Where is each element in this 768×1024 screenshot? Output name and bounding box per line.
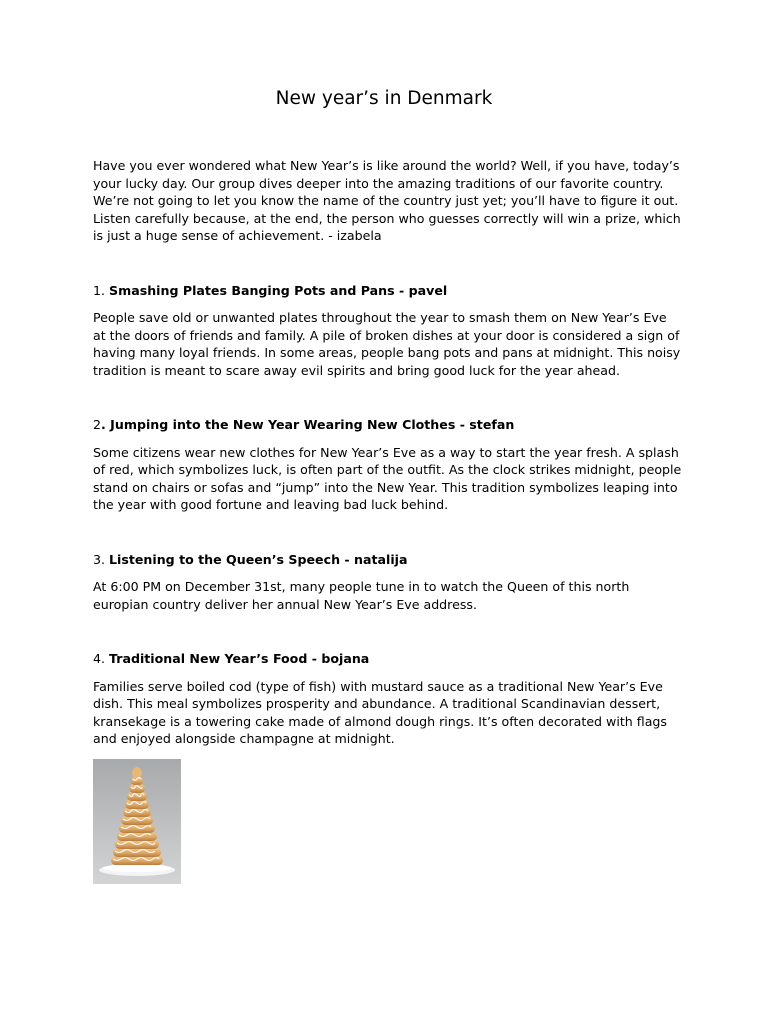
section-number: 2: [93, 417, 102, 432]
section-1: [93, 282, 683, 380]
section-body: Families serve boiled cod (type of fish) with mustard sauce as a traditional New Year’s Eve dish. This meal symbolizes prosperity and abundance. A traditional Scandinavian dessert, kransekage is a towering cake made of almond dough rings. It’s often decorated with flags and enjoyed alongside champagne at midnight.: [93, 678, 667, 746]
section-heading: [93, 551, 683, 569]
section-body: People save old or unwanted plates throughout the year to smash them on New Year’s Eve at the doors of friends and family. A pile of broken dishes at your door is considered a sign of having many loyal friends. In some areas, people bang pots and pans at midnight. This noisy tradition is meant to scare away evil spirits and bring good luck for the year ahead.: [93, 310, 681, 378]
section-title: Listening to the Queen’s Speech - natalija: [109, 551, 408, 567]
section-title: Traditional New Year’s Food - bojana: [109, 651, 370, 666]
kransekage-cake-image: [93, 759, 181, 884]
document-body: [93, 157, 683, 884]
document-title: New year’s in Denmark: [275, 88, 493, 109]
section-heading: [93, 650, 683, 668]
section-body: Some citizens wear new clothes for New Year’s Eve as a way to start the year fresh. A splash of red, which symbolizes luck, is often part of the outfit. As the clock strikes midnight, people stand on chairs or sofas and “jump” into the New Year. This tradition symbolizes leaping into the year with good fortune and leaving bad luck behind.: [93, 444, 682, 512]
section-3: [93, 551, 683, 614]
section-number: 1.: [93, 282, 110, 298]
intro-paragraph: Have you ever wondered what New Year’s is like around the world? Well, if you have, today’s your lucky day. Our group dives deeper into the amazing traditions of our favorite country. We’re not going to let you know the name of the country just yet; you’ll have to figure it out. Listen carefully because, at the end, the person who guesses correctly will win a prize, which is just a huge sense of achievement. - izabela: [93, 158, 681, 243]
section-heading: [93, 282, 683, 300]
section-2: [93, 416, 683, 514]
section-body: At 6:00 PM on December 31st, many people tune in to watch the Queen of this north europian country deliver her annual New Year’s Eve address.: [93, 579, 630, 612]
section-number: 4.: [93, 651, 110, 666]
section-heading: [93, 416, 683, 434]
section-4: [93, 650, 683, 748]
section-title: Smashing Plates Banging Pots and Pans - pavel: [109, 282, 448, 298]
section-title: . Jumping into the New Year Wearing New Clothes - stefan: [101, 417, 515, 432]
section-number: 3.: [93, 551, 110, 567]
